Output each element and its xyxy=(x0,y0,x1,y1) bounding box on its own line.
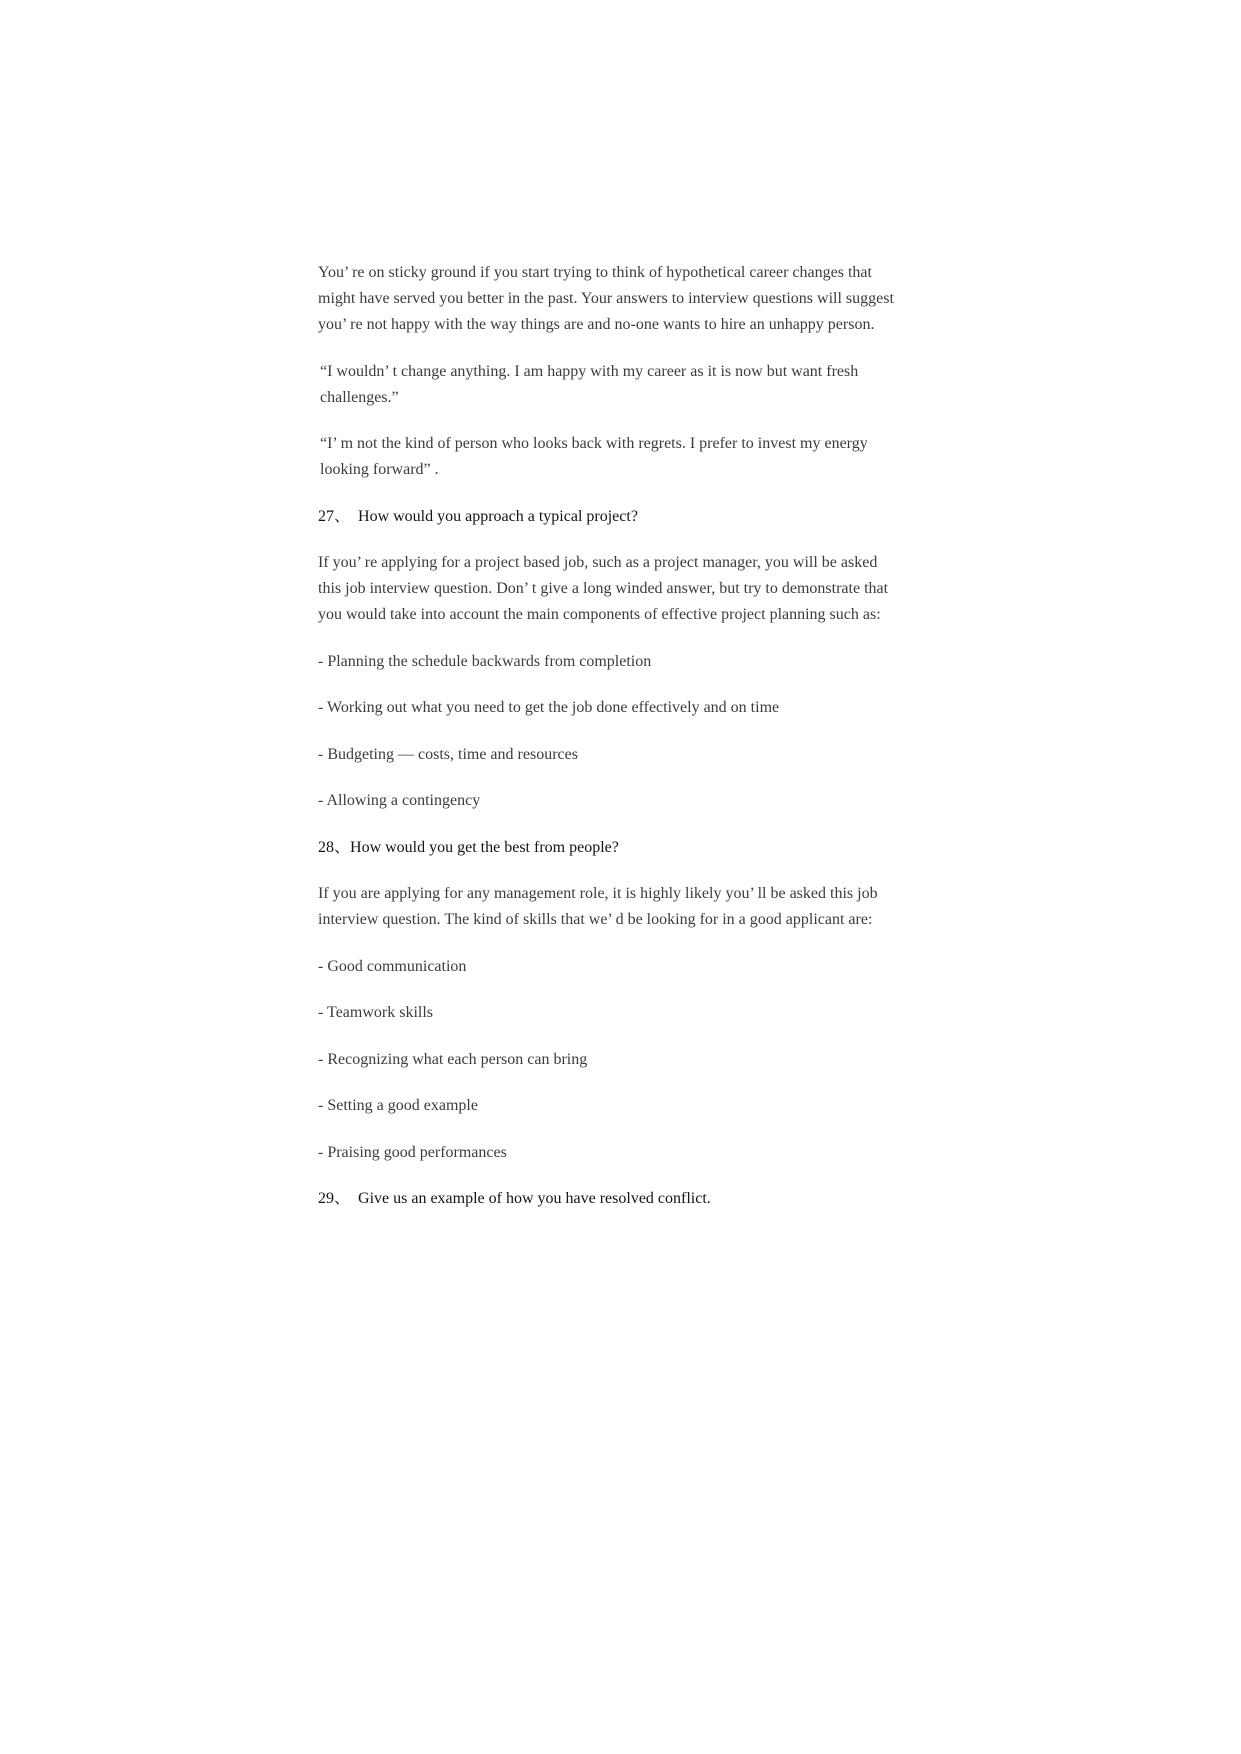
question-number: 28、 xyxy=(318,838,351,856)
list-item: - Planning the schedule backwards from completion xyxy=(318,652,652,670)
paragraph-line: might have served you better in the past. Your answers to interview questions will suggest xyxy=(318,290,894,307)
paragraph-line: If you’ re applying for a project based job, such as a project manager, you will be asked xyxy=(318,554,878,571)
answer-paragraph-28 xyxy=(318,881,930,933)
question-number: 27、 xyxy=(318,507,351,525)
question-text: How would you get the best from people? xyxy=(350,838,619,856)
answer-paragraph-27 xyxy=(318,550,930,628)
sample-answer-quote-2 xyxy=(318,431,930,483)
paragraph-line: interview question. The kind of skills that we’ d be looking for in a good applicant are: xyxy=(318,911,873,928)
list-item: - Allowing a contingency xyxy=(318,792,481,809)
paragraph-line: If you are applying for any management role, it is highly likely you’ ll be asked this job xyxy=(318,885,878,902)
list-item: - Budgeting — costs, time and resources xyxy=(318,745,578,763)
list-item: - Recognizing what each person can bring xyxy=(318,1050,588,1068)
paragraph-line: You’ re on sticky ground if you start trying to think of hypothetical career changes that xyxy=(318,264,872,281)
list-item: - Working out what you need to get the job done effectively and on time xyxy=(318,699,780,716)
question-heading-29 xyxy=(318,1186,930,1212)
document-page xyxy=(318,260,930,1212)
paragraph-line: you would take into account the main components of effective project planning such as: xyxy=(318,606,881,623)
paragraph-line: looking forward” . xyxy=(320,461,439,478)
paragraph-line: “I’ m not the kind of person who looks back with regrets. I prefer to invest my energy xyxy=(320,435,868,452)
list-item: - Good communication xyxy=(318,957,467,975)
question-text: How would you approach a typical project? xyxy=(358,507,638,525)
question-heading-28 xyxy=(318,835,930,861)
intro-paragraph xyxy=(318,260,930,338)
paragraph-line: this job interview question. Don’ t give a long winded answer, but try to demonstrate that xyxy=(318,580,889,597)
question-text: Give us an example of how you have resolved conflict. xyxy=(358,1190,711,1207)
question-number: 29、 xyxy=(318,1190,351,1207)
question-heading-27 xyxy=(318,504,930,530)
paragraph-line: challenges.” xyxy=(320,388,399,406)
paragraph-line: “I wouldn’ t change anything. I am happy with my career as it is now but want fresh xyxy=(320,362,859,380)
list-item: - Setting a good example xyxy=(318,1097,478,1114)
list-item: - Teamwork skills xyxy=(318,1004,434,1021)
paragraph-line: you’ re not happy with the way things are and no-one wants to hire an unhappy person. xyxy=(318,316,875,333)
sample-answer-quote-1 xyxy=(318,359,930,411)
list-item: - Praising good performances xyxy=(318,1143,507,1161)
